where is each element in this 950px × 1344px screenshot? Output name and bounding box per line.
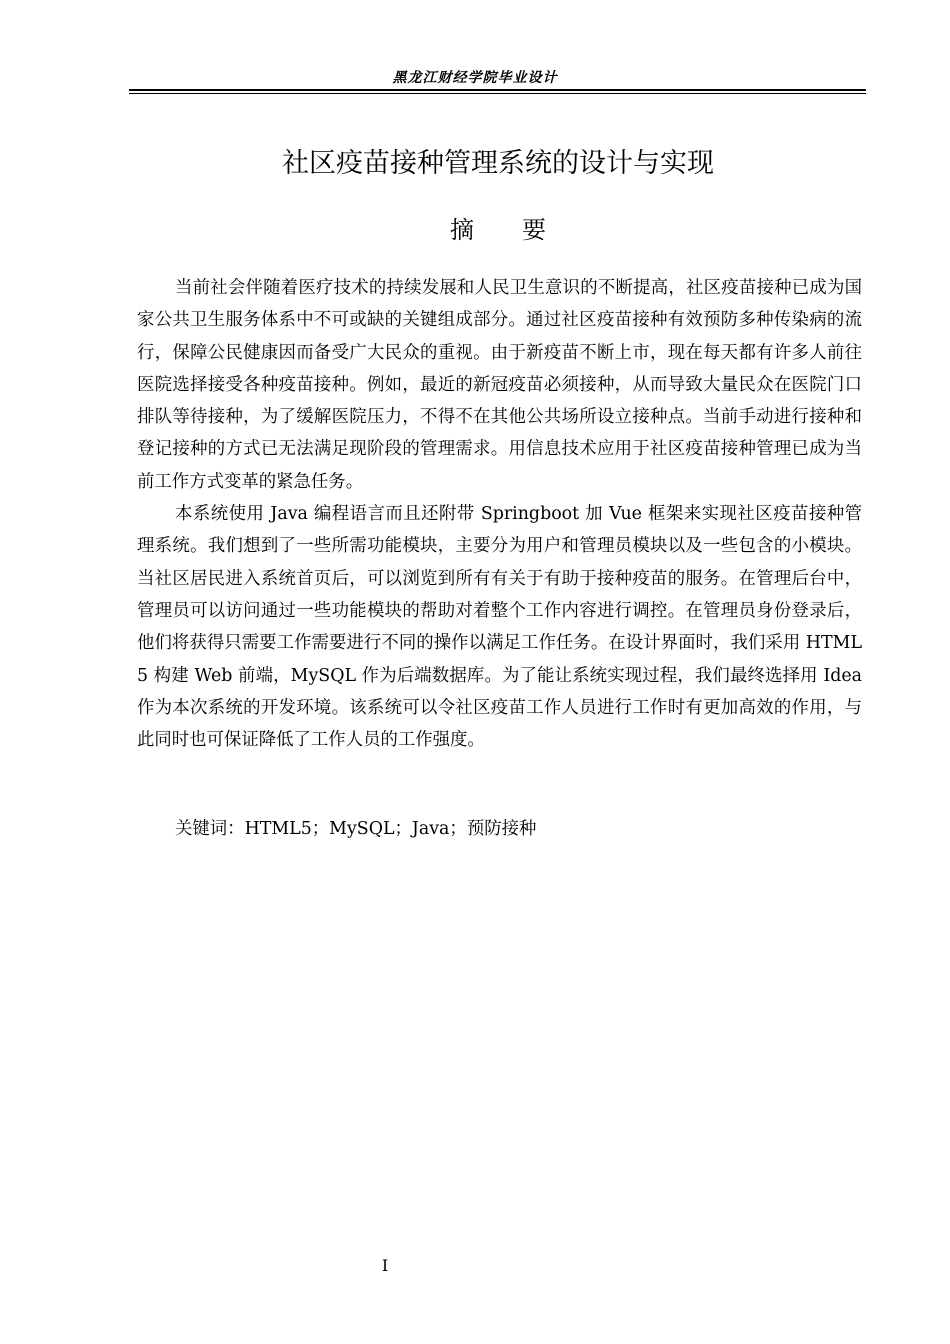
abstract-heading: 摘要 [450, 216, 594, 244]
keywords-line [175, 815, 536, 843]
running-header: 黑龙江财经学院毕业设计 [392, 70, 558, 86]
abstract-paragraph-2: 本系统使用 Java 编程语言而且还附带 Springboot 加 Vue 框架来实现社区疫苗接种管理系统。我们想到了一些所需功能模块，主要分为用户和管理员模块以及一些包含的小模块。当社区居民进入系统首页后，可以浏览到所有有关于有助于接种疫苗的服务。在管理后台中，管理员可以访问通过一些功能模块的帮助对着整个工作内容进行调控。在管理员身份登录后，他们将获得只需要工作需要进行不同的操作以满足工作任务。在设计界面时，我们采用 HTML5 构建 Web 前端，MySQL 作为后端数据库。为了能让系统实现过程，我们最终选择用 Idea 作为本次系统的开发环境。该系统可以令社区疫苗工作人员进行工作时有更加高效的作用，与此同时也可保证降低了工作人员的工作强度。 [137, 504, 862, 751]
abstract-paragraph-1: 当前社会伴随着医疗技术的持续发展和人民卫生意识的不断提高，社区疫苗接种已成为国家公共卫生服务体系中不可或缺的关键组成部分。通过社区疫苗接种有效预防多种传染病的流行，保障公民健康因而备受广大民众的重视。由于新疫苗不断上市，现在每天都有许多人前往医院选择接受各种疫苗接种。例如，最近的新冠疫苗必须接种，从而导致大量民众在医院门口排队等待接种，为了缓解医院压力，不得不在其他公共场所设立接种点。当前手动进行接种和登记接种的方式已无法满足现阶段的管理需求。用信息技术应用于社区疫苗接种管理已成为当前工作方式变革的紧急任务。 [137, 278, 862, 492]
document-title: 社区疫苗接种管理系统的设计与实现 [282, 148, 714, 179]
abstract-body [137, 272, 862, 756]
keywords-value: HTML5；MySQL；Java；预防接种 [244, 819, 537, 839]
page-number: I [381, 1256, 389, 1275]
header-rule-thick [129, 89, 866, 91]
keywords-label: 关键词： [175, 819, 245, 839]
header-rule-thin [129, 93, 866, 94]
